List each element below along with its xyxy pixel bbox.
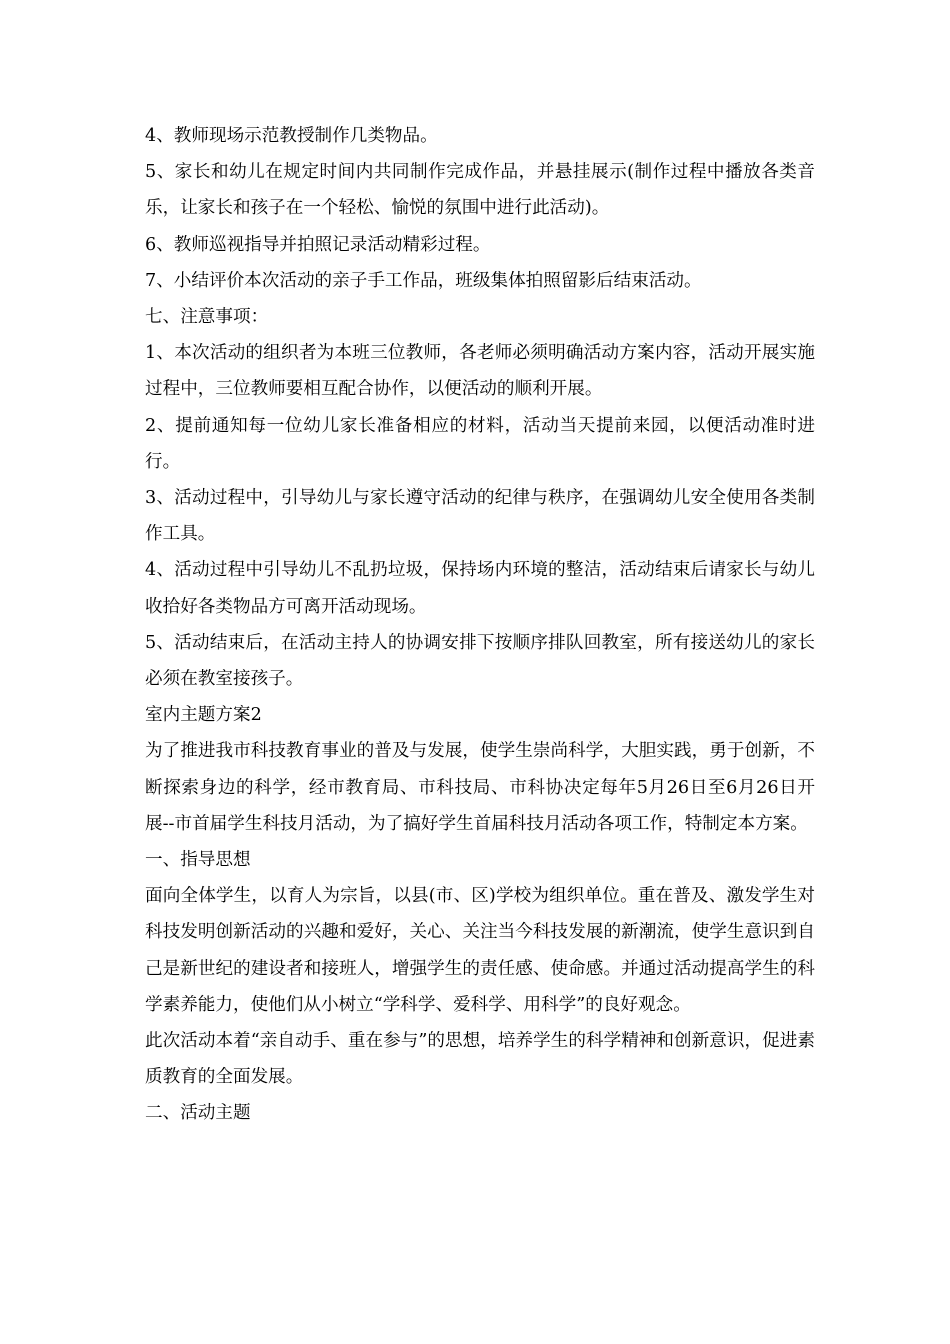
step-4-teacher-demo: 4、教师现场示范教授制作几类物品。 xyxy=(145,126,438,146)
guiding-ideology-body: 面向全体学生，以育人为宗旨，以县(市、区)学校为组织单位。重在普及、激发学生对科技发明创新活动的兴趣和爱好，关心、关注当今科技发展的新潮流，使学生意识到自己是新世纪的建设者和接班人，增强学生的责任感、使命感。并通过活动提高学生的科学素养能力，使他们从小树立“学科学、爱科学、用科学”的良好观念。 xyxy=(145,886,815,1015)
plan-2-intro: 为了推进我市科技教育事业的普及与发展，使学生崇尚科学，大胆实践，勇于创新，不断探索身边的科学，经市教育局、市科技局、市科协决定每年5月26日至6月26日开展--市首届学生科技月活动，为了搞好学生首届科技月活动各项工作，特制定本方案。 xyxy=(145,741,815,834)
note-1-organizers: 1、本次活动的组织者为本班三位教师，各老师必须明确活动方案内容，活动开展实施过程中，三位教师要相互配合协作，以便活动的顺利开展。 xyxy=(145,343,815,400)
guiding-ideology-spirit: 此次活动本着“亲自动手、重在参与”的思想，培养学生的科学精神和创新意识，促进素质教育的全面发展。 xyxy=(145,1031,815,1088)
step-7-summary: 7、小结评价本次活动的亲子手工作品，班级集体拍照留影后结束活动。 xyxy=(145,270,702,291)
section-heading-notes: 七、注意事项： xyxy=(145,307,269,328)
section-heading-guiding-ideology: 一、指导思想 xyxy=(145,850,251,871)
section-heading-activity-theme: 二、活动主题 xyxy=(145,1103,251,1124)
note-3-discipline-safety: 3、活动过程中，引导幼儿与家长遵守活动的纪律与秩序，在强调幼儿安全使用各类制作工具。 xyxy=(145,488,815,545)
step-6-teacher-patrol: 6、教师巡视指导并拍照记录活动精彩过程。 xyxy=(145,234,491,255)
document-body xyxy=(145,118,815,1132)
note-2-notify-parents: 2、提前通知每一位幼儿家长准备相应的材料，活动当天提前来园，以便活动准时进行。 xyxy=(145,415,815,472)
note-4-cleanliness: 4、活动过程中引导幼儿不乱扔垃圾，保持场内环境的整洁，活动结束后请家长与幼儿收拾好各类物品方可离开活动现场。 xyxy=(145,560,815,617)
plan-2-title: 室内主题方案2 xyxy=(145,705,262,726)
step-5-parent-child-making: 5、家长和幼儿在规定时间内共同制作完成作品，并悬挂展示(制作过程中播放各类音乐，让家长和孩子在一个轻松、愉悦的氛围中进行此活动)。 xyxy=(145,162,815,219)
note-5-dismissal: 5、活动结束后，在活动主持人的协调安排下按顺序排队回教室，所有接送幼儿的家长必须在教室接孩子。 xyxy=(145,632,815,690)
